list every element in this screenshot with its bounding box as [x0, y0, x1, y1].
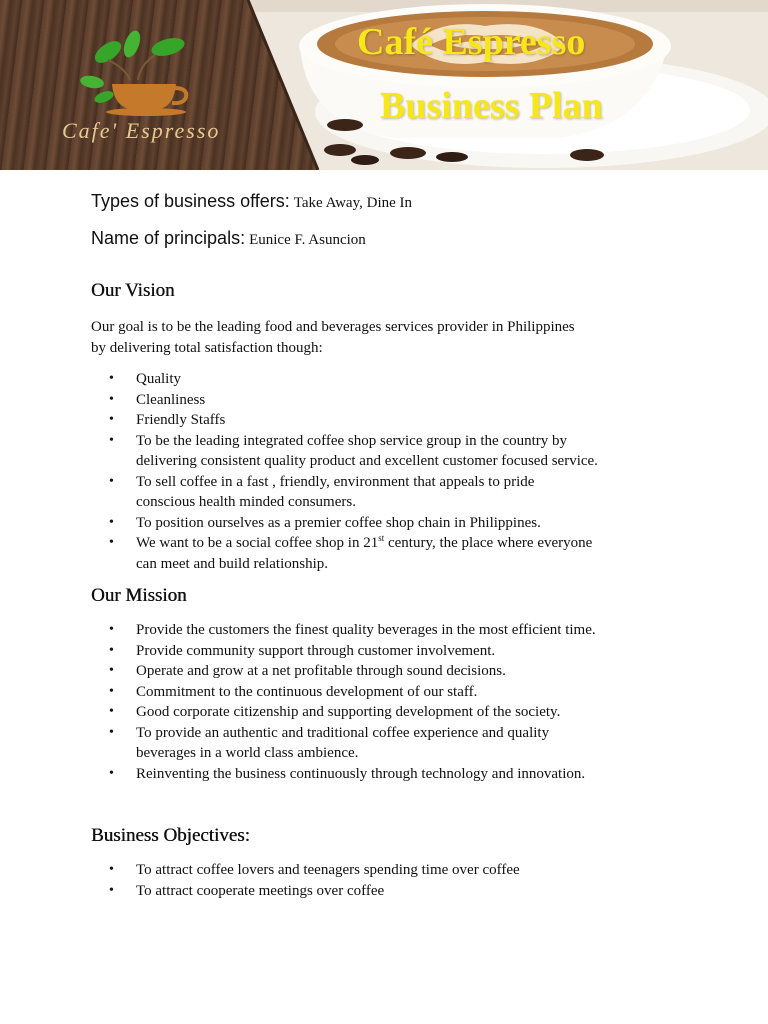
- business-types-value: Take Away, Dine In: [293, 195, 413, 211]
- list-item-text: To be the leading integrated coffee shop service group in the country by: [136, 432, 568, 449]
- superscript: st: [378, 533, 385, 543]
- list-item: [136, 472, 691, 513]
- vision-intro-line2: by delivering total satisfaction though:: [91, 340, 323, 356]
- list-item: [136, 641, 691, 662]
- list-item-text: can meet and build relationship.: [136, 555, 329, 572]
- list-item-text: To attract coffee lovers and teenagers spending time over coffee: [136, 862, 520, 878]
- list-item: [136, 661, 691, 682]
- objectives-heading: Business Objectives:: [91, 825, 250, 846]
- list-item-text: century, the place where everyone: [384, 535, 593, 551]
- list-item-text: conscious health minded consumers.: [136, 494, 356, 510]
- list-item: [136, 764, 691, 785]
- vision-list: [91, 369, 691, 574]
- list-item: [136, 513, 691, 534]
- list-item-text: Reinventing the business continuously through technology and innovation.: [136, 765, 586, 782]
- business-types-line: [91, 188, 691, 216]
- coffee-cup-icon: [106, 84, 186, 116]
- list-item-text: Good corporate citizenship and supporting development of the society.: [136, 704, 561, 720]
- list-item: [136, 682, 691, 703]
- list-item-text: Quality: [136, 371, 181, 387]
- list-item-text: To position ourselves as a premier coffee shop chain in Philippines.: [136, 514, 541, 531]
- vision-heading: Our Vision: [91, 280, 175, 301]
- list-item-text: Commitment to the continuous development of our staff.: [136, 683, 478, 700]
- list-item-text: Provide the customers the finest quality beverages in the most efficient time.: [136, 622, 596, 638]
- list-item-text: Friendly Staffs: [136, 412, 226, 428]
- list-item: [136, 723, 691, 764]
- principals-label: Name of principals: [91, 228, 241, 248]
- list-item: [136, 369, 691, 390]
- list-item-text: Provide community support through customer involvement.: [136, 642, 496, 659]
- list-item: [136, 533, 691, 574]
- list-item-text: We want to be a social coffee shop in 21: [136, 535, 379, 551]
- list-item-text: Operate and grow at a net profitable through sound decisions.: [136, 663, 506, 679]
- document-body: [91, 188, 691, 901]
- list-item-text: Cleanliness: [136, 391, 206, 408]
- mission-list: [91, 620, 691, 784]
- header-banner: [0, 0, 768, 170]
- business-types-label: Types of business offers:: [91, 191, 290, 211]
- list-item: [136, 431, 691, 472]
- list-item-text: To provide an authentic and traditional coffee experience and quality: [136, 724, 550, 741]
- vision-intro: [91, 317, 691, 359]
- principals-separator: :: [240, 228, 246, 248]
- mission-heading: Our Mission: [91, 585, 187, 606]
- document-title-line2: Business Plan: [380, 85, 603, 127]
- logo-wordmark: Cafe' Espresso: [62, 118, 221, 143]
- list-item: [136, 390, 691, 411]
- list-item: [136, 410, 691, 431]
- document-title-line1: Café Espresso: [357, 21, 586, 63]
- objectives-list: [91, 860, 691, 901]
- list-item: [136, 881, 691, 902]
- principals-line: [91, 225, 691, 253]
- list-item: [136, 702, 691, 723]
- list-item-text: beverages in a world class ambience.: [136, 745, 359, 761]
- principals-value: Eunice F. Asuncion: [249, 232, 366, 248]
- list-item-text: To attract cooperate meetings over coffee: [136, 882, 385, 899]
- list-item: [136, 860, 691, 881]
- list-item-text: delivering consistent quality product and excellent customer focused service.: [136, 453, 598, 469]
- list-item-text: To sell coffee in a fast , friendly, environment that appeals to pride: [136, 473, 535, 490]
- vision-intro-line1: Our goal is to be the leading food and beverages services provider in Philippines: [91, 319, 575, 335]
- list-item: [136, 620, 691, 641]
